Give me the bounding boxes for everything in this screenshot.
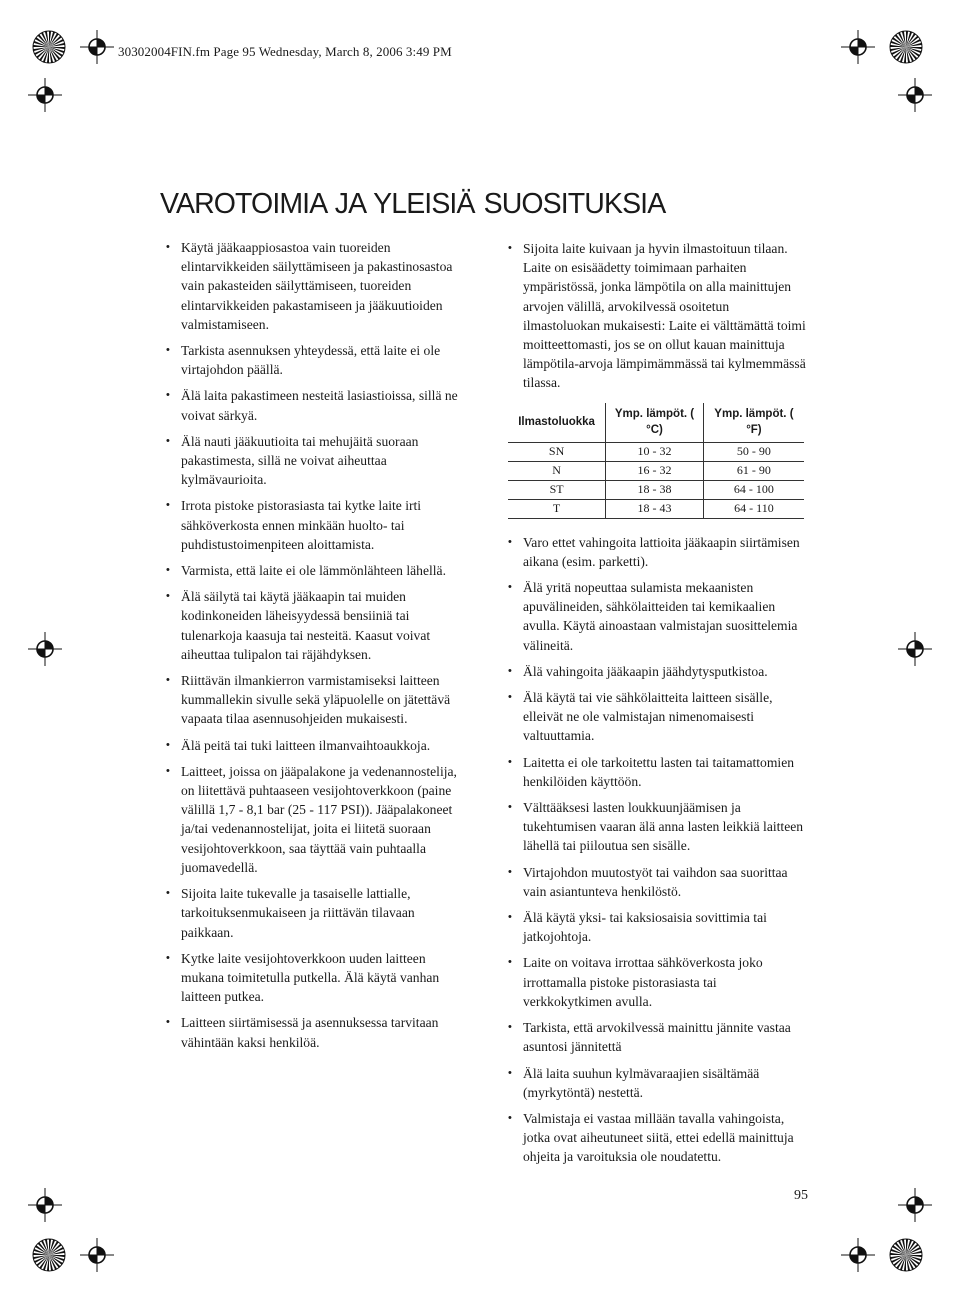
- table-cell: SN: [508, 442, 606, 461]
- table-cell: T: [508, 499, 606, 518]
- table-header-cell: Ilmastoluokka: [508, 403, 606, 443]
- climate-class-table: [508, 403, 804, 519]
- sunburst-bottom-left-icon: [31, 1237, 67, 1273]
- right-column: [508, 239, 808, 1174]
- list-item: • Tarkista, että arvokilvessä mainittu jännite vastaa asuntosi jännitettä: [508, 1018, 808, 1056]
- left-column: [166, 238, 466, 1059]
- list-item: • Kytke laite vesijohtoverkkoon uuden laitteen mukana toimitetulla putkella. Älä käytä vanhan laitteen putkea.: [166, 949, 466, 1007]
- list-item: • Älä laita pakastimeen nesteitä lasiastioissa, sillä ne voivat särkyä.: [166, 386, 466, 424]
- list-item: • Laitteen siirtämisessä ja asennuksessa tarvitaan vähintään kaksi henkilöä.: [166, 1013, 466, 1051]
- list-item: • Älä vahingoita jääkaapin jäähdytysputkistoa.: [508, 662, 808, 681]
- list-item: • Varo ettet vahingoita lattioita jääkaapin siirtämisen aikana (esim. parketti).: [508, 533, 808, 571]
- list-item: • Älä käytä yksi- tai kaksiosaisia sovittimia tai jatkojohtoja.: [508, 908, 808, 946]
- list-item: • Riittävän ilmankierron varmistamiseksi laitteen kummallekin sivulle sekä yläpuolelle on jätettävä vapaata tilaa asennusohjeiden mukaisesti.: [166, 671, 466, 729]
- list-item: • Valmistaja ei vastaa millään tavalla vahingoista, jotka ovat aiheutuneet siitä, ettei edellä mainittuja ohjeita ja varoituksia ole noudatettu.: [508, 1109, 808, 1167]
- table-cell: 64 - 100: [703, 480, 804, 499]
- list-item: • Älä laita suuhun kylmävaraajien sisältämää (myrkytöntä) nestettä.: [508, 1064, 808, 1102]
- list-item: • Älä käytä tai vie sähkölaitteita laitteen sisälle, elleivät ne ole valmistajan nimenomaisesti valtuuttamia.: [508, 688, 808, 746]
- table-cell: 10 - 32: [606, 442, 704, 461]
- crosshair-lower-right-icon: [897, 1187, 933, 1223]
- precautions-list-right-bottom: [508, 533, 808, 1167]
- crosshair-bottom-right-icon: [840, 1237, 876, 1273]
- table-header-row: [508, 403, 804, 443]
- list-item: • Sijoita laite kuivaan ja hyvin ilmastoituun tilaan. Laite on esisäädetty toimimaan parhaiten ympäristössä, jonka lämpötila on alla mainittujen arvojen välillä, arvokilvessä osoitetun ilmastoluokan mukaisesti: Laite ei välttämättä toimi moitteettomasti, jos se on ollut kauan mainittuja lämpötila-arvoja lämpimämmässä tai kylmemmässä tilassa.: [508, 239, 808, 393]
- list-item: • Välttääksesi lasten loukkuunjäämisen ja tukehtumisen vaaran älä anna lasten leikkiä laitteen lähellä tai piiloutua sen sisälle.: [508, 798, 808, 856]
- crosshair-upper-left-icon: [27, 77, 63, 113]
- list-item: • Laitetta ei ole tarkoitettu lasten tai taitamattomien henkilöiden käyttöön.: [508, 753, 808, 791]
- table-row: [508, 442, 804, 461]
- list-item: • Virtajohdon muutostyöt tai vaihdon saa suorittaa vain asiantunteva henkilöstö.: [508, 863, 808, 901]
- page-number: 95: [794, 1188, 808, 1203]
- list-item: • Irrota pistoke pistorasiasta tai kytke laite irti sähköverkosta ennen minkään huolto- tai puhdistustoimenpiteen aloittamista.: [166, 496, 466, 554]
- crosshair-mid-right-icon: [897, 631, 933, 667]
- table-row: [508, 480, 804, 499]
- list-item: • Laitteet, joissa on jääpalakone ja vedenannostelija, on liitettävä puhtaaseen vesijohtoverkkoon (paine välillä 1,7 - 8,1 bar (25 - 117 PSI)). Jääpalakoneet ja/tai vedenannostelijat, joita ei liitetä suoraan vesijohtoverkkoon, saa täyttää vain puhtaalla juomavedellä.: [166, 762, 466, 877]
- table-cell: 64 - 110: [703, 499, 804, 518]
- list-item: • Älä yritä nopeuttaa sulamista mekaanisten apuvälineiden, sähkölaitteiden tai kemikaalien avulla. Käytä ainoastaan valmistajan suosittelemia välineitä.: [508, 578, 808, 655]
- list-item: • Sijoita laite tukevalle ja tasaiselle lattialle, tarkoituksenmukaiseen ja riittävän tilavaan paikkaan.: [166, 884, 466, 942]
- table-cell: 61 - 90: [703, 461, 804, 480]
- sunburst-top-right-icon: [888, 29, 924, 65]
- table-header-cell: Ymp. lämpöt. ( °F): [714, 407, 794, 436]
- table-row: [508, 461, 804, 480]
- sunburst-bottom-right-icon: [888, 1237, 924, 1273]
- crosshair-bottom-left-icon: [79, 1237, 115, 1273]
- table-row: [508, 499, 804, 518]
- crosshair-top-left-icon: [79, 29, 115, 65]
- list-item: • Tarkista asennuksen yhteydessä, että laite ei ole virtajohdon päällä.: [166, 341, 466, 379]
- list-item: • Älä nauti jääkuutioita tai mehujäitä suoraan pakastimesta, sillä ne voivat aiheuttaa kylmävaurioita.: [166, 432, 466, 490]
- list-item: • Laite on voitava irrottaa sähköverkosta joko irrottamalla pistoke pistorasiasta tai verkkokytkimen avulla.: [508, 953, 808, 1011]
- table-cell: 16 - 32: [606, 461, 704, 480]
- table-cell: 50 - 90: [703, 442, 804, 461]
- file-info-header: 30302004FIN.fm Page 95 Wednesday, March 8, 2006 3:49 PM: [118, 44, 452, 59]
- precautions-list-left: [166, 238, 466, 1052]
- crosshair-lower-left-icon: [27, 1187, 63, 1223]
- page-title: VAROTOIMIA JA YLEISIÄ SUOSITUKSIA: [160, 188, 666, 220]
- table-cell: 18 - 38: [606, 480, 704, 499]
- crosshair-upper-right-icon: [897, 77, 933, 113]
- table-cell: ST: [508, 480, 606, 499]
- table-cell: 18 - 43: [606, 499, 704, 518]
- table-header-cell: Ymp. lämpöt. ( °C): [606, 403, 704, 443]
- crosshair-top-right-icon: [840, 29, 876, 65]
- list-item: • Älä säilytä tai käytä jääkaapin tai muiden kodinkoneiden läheisyydessä bensiiniä tai tulenarkoja kaasuja tai nesteitä. Kaasut voivat aiheuttaa tulipalon tai räjähdyksen.: [166, 587, 466, 664]
- list-item: • Varmista, että laite ei ole lämmönlähteen lähellä.: [166, 561, 466, 580]
- list-item: • Älä peitä tai tuki laitteen ilmanvaihtoaukkoja.: [166, 736, 466, 755]
- precautions-list-right-top: [508, 239, 808, 393]
- table-cell: N: [508, 461, 606, 480]
- sunburst-top-left-icon: [31, 29, 67, 65]
- list-item: • Käytä jääkaappiosastoa vain tuoreiden elintarvikkeiden säilyttämiseen ja pakastinosastoa vain pakasteiden säilyttämiseen, tuoreiden elintarvikkeiden pakastamiseen ja jääkuutioiden valmistamiseen.: [166, 238, 466, 334]
- crosshair-mid-left-icon: [27, 631, 63, 667]
